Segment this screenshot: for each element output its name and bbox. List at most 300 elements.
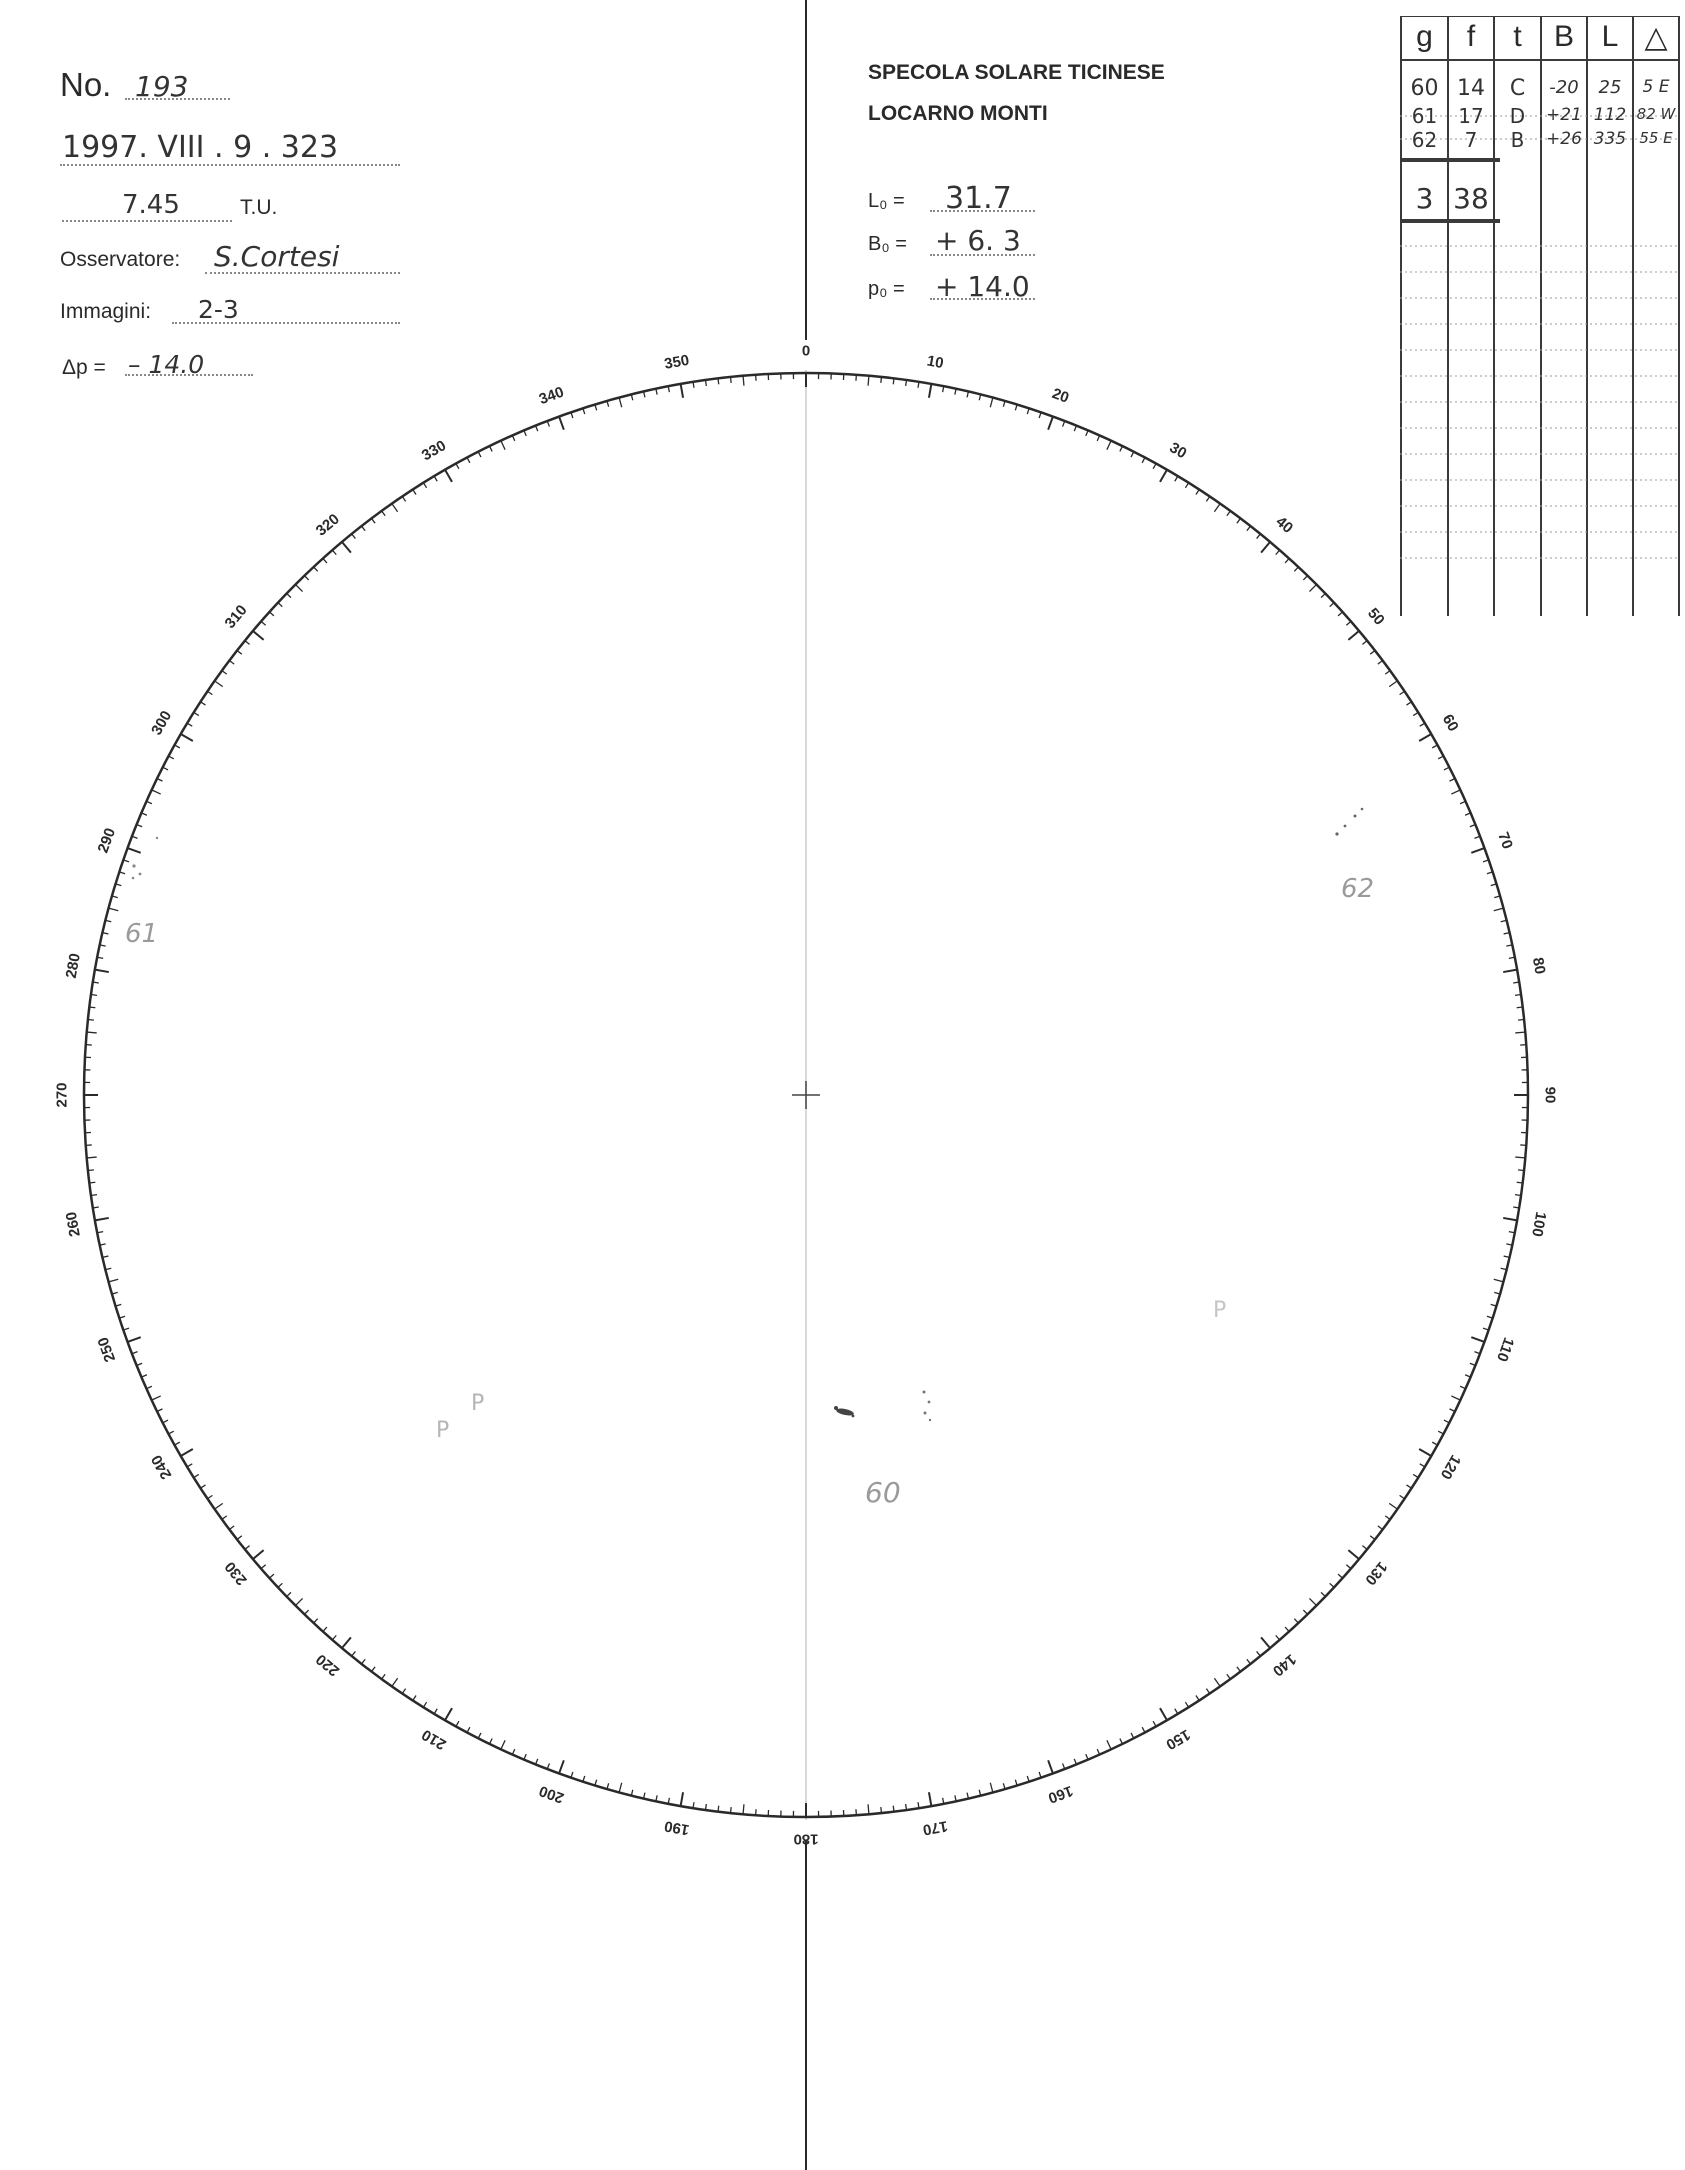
degree-label-120: 120	[1436, 1451, 1464, 1483]
degree-tick	[187, 1464, 192, 1467]
degree-tick	[1346, 1565, 1351, 1569]
degree-label-310: 310	[221, 601, 251, 632]
degree-tick	[1027, 1776, 1029, 1782]
degree-tick	[918, 1802, 919, 1808]
degree-tick	[295, 1598, 302, 1605]
facula-mark: P	[1213, 1298, 1227, 1323]
degree-tick	[88, 1170, 94, 1171]
degree-tick	[423, 1702, 426, 1707]
degree-tick	[278, 603, 282, 607]
degree-tick	[434, 476, 437, 481]
table-total-groups: 3	[1415, 182, 1434, 215]
degree-tick	[743, 1804, 744, 1814]
degree-tick	[1487, 1316, 1493, 1318]
degree-tick	[342, 1637, 351, 1648]
institution-location: LOCARNO MONTI	[868, 102, 1048, 125]
degree-label-140: 140	[1269, 1650, 1300, 1680]
number-value: 193	[135, 70, 189, 103]
degree-tick	[1227, 1674, 1231, 1679]
group-label-61: 61	[125, 919, 159, 949]
degree-tick	[501, 1740, 505, 1749]
degree-tick	[116, 884, 122, 886]
degree-tick	[1419, 734, 1431, 741]
degree-tick	[175, 1442, 180, 1445]
degree-tick	[87, 1032, 97, 1033]
degree-label-150: 150	[1162, 1725, 1194, 1753]
degree-tick	[1160, 470, 1167, 482]
degree-tick	[571, 1772, 573, 1778]
degree-tick	[571, 412, 573, 418]
degree-label-30: 30	[1166, 439, 1190, 463]
degree-tick	[1483, 1328, 1489, 1330]
observer-value: S.Cortesi	[214, 240, 340, 273]
degree-tick	[1107, 441, 1111, 450]
degree-tick	[456, 464, 459, 469]
delta-p-value: – 14.0	[128, 350, 205, 379]
degree-tick	[89, 1182, 95, 1183]
degree-tick	[619, 398, 622, 408]
degree-tick	[152, 790, 161, 794]
degree-tick	[95, 970, 109, 972]
degree-tick	[1413, 712, 1418, 715]
degree-tick	[1309, 584, 1316, 591]
degree-tick	[1321, 593, 1325, 597]
degree-tick	[731, 377, 732, 383]
degree-label-270: 270	[53, 1082, 71, 1108]
degree-tick	[1515, 1032, 1525, 1033]
degree-label-180: 180	[793, 1830, 819, 1848]
B0-label: B₀ =	[868, 233, 907, 255]
degree-tick	[1185, 483, 1188, 488]
degree-tick	[304, 1610, 308, 1614]
degree-tick	[489, 1739, 492, 1744]
degree-tick	[881, 377, 882, 383]
degree-tick	[434, 1709, 437, 1714]
degree-tick	[990, 398, 993, 408]
degree-tick	[1406, 1485, 1411, 1488]
degree-tick	[456, 1721, 459, 1726]
degree-tick	[619, 1783, 622, 1793]
degree-tick	[157, 778, 162, 781]
degree-tick	[1518, 1170, 1524, 1171]
degree-tick	[1389, 1503, 1397, 1509]
degree-tick	[1346, 621, 1351, 625]
degree-tick	[1432, 745, 1437, 748]
table-row-1-f: 14	[1457, 76, 1485, 101]
degree-tick	[1362, 1546, 1367, 1550]
degree-tick	[693, 1802, 694, 1808]
degree-tick	[323, 558, 327, 562]
table-row-3-delta: 55 E	[1639, 129, 1673, 147]
degree-tick	[295, 584, 302, 591]
table-row-3-f: 7	[1464, 128, 1478, 152]
degree-tick	[1309, 1598, 1316, 1605]
degree-tick	[1517, 1007, 1523, 1008]
group-label-60: 60	[865, 1476, 901, 1509]
degree-tick	[595, 405, 597, 411]
degree-tick	[88, 1020, 94, 1021]
degree-tick	[175, 745, 180, 748]
degree-label-20: 20	[1049, 385, 1072, 407]
degree-tick	[489, 446, 492, 451]
table-row-1-delta: 5 E	[1642, 77, 1670, 97]
degree-tick	[314, 567, 318, 571]
degree-tick	[1513, 982, 1519, 983]
degree-tick	[1378, 660, 1383, 664]
degree-tick	[207, 691, 212, 694]
degree-tick	[123, 860, 129, 862]
degree-tick	[109, 1279, 119, 1282]
degree-tick	[583, 1776, 585, 1782]
degree-label-290: 290	[94, 825, 120, 856]
degree-tick	[128, 1337, 141, 1342]
degree-tick	[1518, 1020, 1524, 1021]
degree-tick	[1039, 412, 1041, 418]
degree-tick	[1196, 489, 1199, 494]
degree-tick	[1237, 1667, 1241, 1672]
degree-tick	[229, 1526, 234, 1530]
degree-tick	[1227, 511, 1231, 516]
facula-mark: P	[471, 1391, 485, 1416]
degree-label-300: 300	[148, 707, 176, 739]
degree-tick	[1237, 518, 1241, 523]
degree-tick	[1348, 1550, 1359, 1559]
degree-tick	[1321, 1592, 1325, 1596]
delta-p-label: Δp =	[62, 356, 106, 379]
degree-tick	[881, 1807, 882, 1813]
degree-tick	[93, 1207, 99, 1208]
degree-tick	[194, 1474, 199, 1477]
degree-tick	[595, 1780, 597, 1786]
degree-tick	[1413, 1474, 1418, 1477]
degree-tick	[392, 504, 398, 512]
degree-tick	[1153, 464, 1156, 469]
degree-tick	[1471, 1337, 1484, 1342]
observer-label: Osservatore:	[60, 248, 181, 271]
degree-tick	[868, 376, 869, 386]
table-row-2-f: 17	[1458, 104, 1484, 128]
degree-tick	[681, 1792, 683, 1806]
degree-tick	[1385, 1516, 1390, 1520]
degree-label-190: 190	[663, 1817, 691, 1839]
degree-label-330: 330	[418, 437, 450, 465]
degree-tick	[1400, 1495, 1405, 1498]
degree-tick	[1503, 1218, 1517, 1220]
degree-tick	[1303, 1610, 1307, 1614]
degree-tick	[445, 1708, 452, 1720]
degree-label-40: 40	[1272, 513, 1297, 537]
table-row-3-t: B	[1510, 128, 1525, 152]
degree-tick	[929, 1792, 931, 1806]
degree-tick	[207, 1495, 212, 1498]
table-row-2-B: +21	[1546, 105, 1582, 125]
degree-tick	[559, 1760, 564, 1773]
sunspot-group-61	[132, 837, 159, 880]
table-header-B: B	[1553, 20, 1574, 53]
degree-tick	[1048, 417, 1053, 430]
degree-tick	[1438, 1431, 1443, 1434]
group-label-62: 62	[1341, 874, 1375, 904]
degree-tick	[1515, 1157, 1525, 1158]
degree-tick	[402, 496, 405, 501]
degree-label-160: 160	[1045, 1781, 1076, 1807]
table-row-2-L: 112	[1593, 105, 1627, 125]
degree-tick	[304, 576, 308, 580]
degree-tick	[222, 671, 227, 675]
degree-tick	[906, 1804, 907, 1810]
degree-tick	[163, 767, 168, 770]
degree-label-340: 340	[536, 383, 567, 409]
degree-tick	[893, 1806, 894, 1812]
degree-tick	[245, 1546, 250, 1550]
degree-tick	[119, 872, 125, 874]
degree-tick	[1160, 1708, 1167, 1720]
degree-tick	[693, 382, 694, 388]
degree-tick	[1494, 908, 1504, 911]
degree-tick	[1214, 1678, 1220, 1686]
degree-tick	[467, 458, 470, 463]
degree-tick	[332, 550, 336, 555]
degree-label-80: 80	[1528, 956, 1549, 976]
degree-tick	[181, 1449, 193, 1456]
degree-tick	[181, 734, 193, 741]
degree-tick	[1153, 1721, 1156, 1726]
degree-tick	[1483, 860, 1489, 862]
degree-tick	[1450, 778, 1455, 781]
table-row-1-B: -20	[1549, 77, 1579, 98]
degree-label-130: 130	[1361, 1558, 1391, 1589]
degree-label-0: 0	[801, 342, 811, 360]
degree-tick	[1385, 671, 1390, 675]
degree-tick	[1450, 1409, 1455, 1412]
degree-tick	[163, 1420, 168, 1423]
degree-label-10: 10	[925, 352, 945, 373]
degree-tick	[215, 1503, 223, 1509]
degree-tick	[706, 380, 707, 386]
degree-tick	[1276, 550, 1280, 555]
degree-tick	[278, 1583, 282, 1587]
degree-tick	[128, 848, 141, 853]
degree-label-260: 260	[62, 1210, 84, 1238]
degree-tick	[1131, 452, 1134, 457]
degree-tick	[1175, 1709, 1178, 1714]
degree-tick	[1471, 848, 1484, 853]
degree-label-210: 210	[418, 1725, 450, 1753]
degree-label-170: 170	[921, 1817, 949, 1839]
degree-tick	[929, 384, 931, 398]
degree-tick	[1491, 884, 1497, 886]
degree-tick	[1517, 1182, 1523, 1183]
degree-tick	[1107, 1740, 1111, 1749]
B0-value: + 6. 3	[935, 224, 1021, 257]
table-row-1-t: C	[1509, 76, 1526, 101]
degree-tick	[1338, 612, 1342, 616]
degree-tick	[1015, 1780, 1017, 1786]
degree-tick	[423, 483, 426, 488]
table-row-3-L: 335	[1593, 129, 1627, 149]
degree-tick	[371, 518, 375, 523]
degree-tick	[215, 681, 223, 687]
degree-tick	[1027, 408, 1029, 414]
degree-tick	[253, 1550, 264, 1559]
degree-tick	[718, 1806, 719, 1812]
degree-tick	[1214, 504, 1220, 512]
degree-tick	[157, 1409, 162, 1412]
degree-tick	[1444, 767, 1449, 770]
degree-tick	[392, 1678, 398, 1686]
degree-tick	[743, 376, 744, 386]
degree-tick	[314, 1619, 318, 1623]
degree-tick	[413, 489, 416, 494]
degree-label-100: 100	[1528, 1210, 1550, 1238]
degree-tick	[1515, 1195, 1521, 1196]
degree-tick	[731, 1807, 732, 1813]
degree-tick	[109, 908, 119, 911]
degree-tick	[1247, 1659, 1251, 1664]
table-row-2-g: 61	[1411, 104, 1438, 128]
sunspot-group-62	[1335, 808, 1363, 836]
table-total-spots: 38	[1453, 182, 1489, 215]
degree-tick	[95, 1218, 109, 1220]
degree-label-350: 350	[663, 351, 691, 373]
degree-label-50: 50	[1364, 604, 1388, 629]
degree-tick	[1494, 1279, 1504, 1282]
degree-tick	[382, 1674, 386, 1679]
degree-tick	[1515, 995, 1521, 996]
degree-tick	[261, 1565, 266, 1569]
degree-tick	[718, 378, 719, 384]
table-header-g: g	[1416, 20, 1433, 53]
degree-tick	[269, 612, 273, 616]
degree-tick	[1420, 723, 1425, 726]
degree-tick	[1420, 1464, 1425, 1467]
degree-tick	[1015, 405, 1017, 411]
degree-tick	[237, 650, 242, 654]
degree-tick	[89, 1007, 95, 1008]
degree-tick	[1247, 526, 1251, 531]
time-unit: T.U.	[240, 196, 278, 219]
images-label: Immagini:	[60, 300, 152, 323]
degree-tick	[402, 1689, 405, 1694]
degree-label-200: 200	[536, 1781, 567, 1807]
degree-tick	[1438, 756, 1443, 759]
degree-tick	[1432, 1442, 1437, 1445]
degree-tick	[87, 1157, 97, 1158]
degree-tick	[91, 995, 97, 996]
degree-tick	[253, 631, 264, 640]
degree-tick	[1039, 1772, 1041, 1778]
degree-tick	[200, 1485, 205, 1488]
degree-tick	[1175, 476, 1178, 481]
degree-label-110: 110	[1493, 1335, 1518, 1364]
degree-tick	[287, 1592, 291, 1596]
degree-tick	[1362, 641, 1367, 645]
degree-tick	[868, 1804, 869, 1814]
sunspot-group-60	[834, 1391, 931, 1422]
degree-tick	[200, 702, 205, 705]
degree-tick	[123, 1328, 129, 1330]
degree-tick	[501, 441, 505, 450]
degree-tick	[559, 417, 564, 430]
degree-label-280: 280	[62, 952, 84, 980]
degree-tick	[187, 723, 192, 726]
degree-tick	[382, 511, 386, 516]
degree-tick	[245, 641, 250, 645]
degree-tick	[269, 1574, 273, 1578]
degree-tick	[1261, 1637, 1270, 1648]
degree-tick	[1206, 496, 1209, 501]
degree-tick	[1142, 1727, 1145, 1732]
table-row-1-g: 60	[1410, 76, 1439, 101]
degree-tick	[1131, 1733, 1134, 1738]
degree-tick	[893, 378, 894, 384]
degree-tick	[169, 756, 174, 759]
images-value: 2-3	[198, 295, 239, 324]
degree-tick	[1303, 576, 1307, 580]
date-value: 1997. VIII . 9 . 323	[62, 130, 339, 165]
degree-tick	[91, 1195, 97, 1196]
degree-tick	[1487, 872, 1493, 874]
degree-tick	[261, 621, 266, 625]
degree-tick	[169, 1431, 174, 1434]
table-row-2-delta: 82 W	[1636, 105, 1676, 123]
degree-tick	[906, 380, 907, 386]
table-header-L: L	[1601, 20, 1619, 53]
degree-label-90: 90	[1541, 1086, 1559, 1104]
degree-tick	[1048, 1760, 1053, 1773]
institution-name: SPECOLA SOLARE TICINESE	[868, 61, 1165, 84]
degree-tick	[1285, 558, 1289, 562]
table-row-3-g: 62	[1411, 128, 1438, 152]
degree-tick	[342, 542, 351, 553]
degree-tick	[413, 1695, 416, 1700]
p0-label: p₀ =	[868, 278, 905, 300]
degree-tick	[152, 1396, 161, 1400]
degree-tick	[371, 1667, 375, 1672]
degree-tick	[1370, 1536, 1375, 1540]
degree-tick	[1503, 970, 1517, 972]
degree-tick	[918, 382, 919, 388]
degree-tick	[1338, 1574, 1342, 1578]
degree-tick	[1142, 458, 1145, 463]
degree-tick	[287, 593, 291, 597]
degree-tick	[681, 384, 683, 398]
degree-tick	[1389, 681, 1397, 687]
table-header-delta: △	[1644, 21, 1668, 54]
degree-tick	[1294, 567, 1298, 571]
degree-tick	[583, 408, 585, 414]
degree-tick	[1257, 1651, 1261, 1656]
table-header-t: t	[1513, 20, 1522, 53]
degree-tick	[194, 712, 199, 715]
table-row-3-B: +26	[1546, 129, 1582, 149]
degree-label-220: 220	[312, 1650, 343, 1680]
degree-tick	[116, 1304, 122, 1306]
facula-mark: P	[436, 1418, 450, 1443]
p0-value: + 14.0	[935, 270, 1030, 303]
degree-tick	[1330, 1583, 1334, 1587]
table-row-1-L: 25	[1598, 77, 1622, 98]
degree-tick	[1370, 650, 1375, 654]
degree-tick	[1491, 1304, 1497, 1306]
degree-tick	[222, 1516, 227, 1520]
degree-tick	[1348, 631, 1359, 640]
degree-tick	[445, 470, 452, 482]
degree-tick	[1451, 790, 1460, 794]
degree-tick	[478, 452, 481, 457]
degree-tick	[119, 1316, 125, 1318]
degree-tick	[1444, 1420, 1449, 1423]
